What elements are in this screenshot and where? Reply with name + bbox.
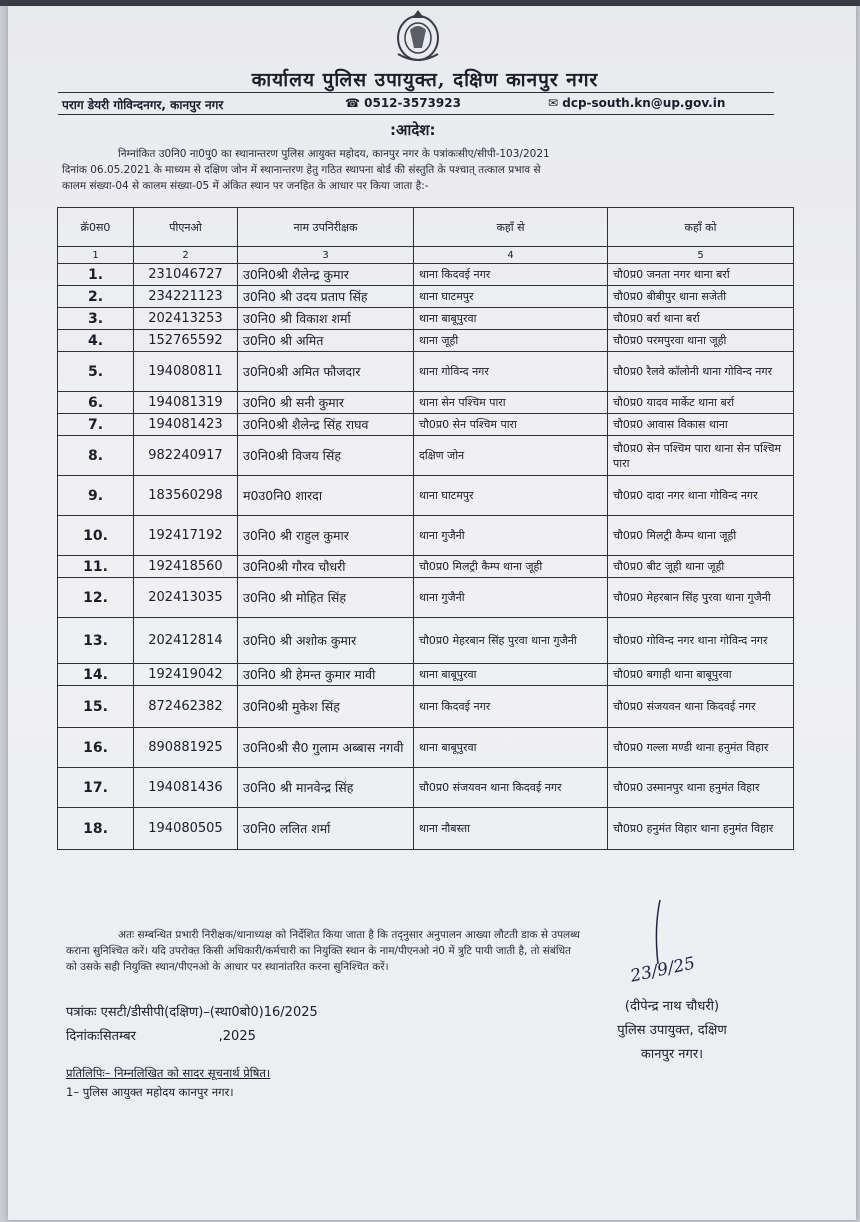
table-header-row: [58, 208, 794, 247]
table-row: [58, 414, 794, 436]
table-row: [58, 330, 794, 352]
name-cell: उ0नि0श्री मुकेश सिंह: [238, 686, 414, 728]
instruction-line: कराना सुनिश्चित करें। यदि उपरोक्त किसी अधिकारी/कर्मचारी का नियुक्ति स्थान के नाम/पीएनओ नं0 में त्रुटि पायी जाती है, तो संबंधित: [66, 945, 572, 957]
col-header-sn: क्रॅ0स0: [58, 208, 134, 247]
col-header-name: नाम उपनिरीक्षक: [238, 208, 414, 247]
to-cell: चौ0प्र0 गोविन्द नगर थाना गोविन्द नगर: [608, 618, 794, 664]
pno-cell: 982240917: [134, 436, 238, 476]
pno-cell: 194080505: [134, 808, 238, 850]
to-cell: चौ0प्र0 बीबीपुर थाना सजेती: [608, 286, 794, 308]
transfer-table: [57, 207, 794, 850]
table-row: [58, 516, 794, 556]
table-row: [58, 728, 794, 768]
from-cell: थाना सेन पश्चिम पारा: [414, 392, 608, 414]
order-date: दिनांकःसितम्बर ,2025: [66, 1029, 256, 1044]
name-cell: उ0नि0 श्री मानवेन्द्र सिंह: [238, 768, 414, 808]
to-cell: चौ0प्र0 बीट जूही थाना जूही: [608, 556, 794, 578]
col-number: 1: [58, 247, 134, 264]
pno-cell: 192418560: [134, 556, 238, 578]
name-cell: उ0नि0 श्री सनी कुमार: [238, 392, 414, 414]
to-cell: चौ0प्र0 गल्ला मण्डी थाना हनुमंत विहार: [608, 728, 794, 768]
intro-line-1: निम्नांकित उ0नि0 ना0पु0 का स्थानान्तरण पुलिस आयुक्त महोदय, कानपुर नगर के पत्रांकःसीए/सीपी-103/2021: [118, 148, 550, 160]
pno-cell: 202413253: [134, 308, 238, 330]
to-cell: चौ0प्र0 आवास विकास थाना: [608, 414, 794, 436]
pno-cell: 202412814: [134, 618, 238, 664]
instruction-line: को उसके सही नियुक्ति स्थान/पीएनओ के आधार पर स्थानांतरित करना सुनिश्चित करें।: [66, 961, 389, 973]
col-header-pno: पीएनओ: [134, 208, 238, 247]
phone-icon: ☎: [345, 96, 365, 110]
from-cell: चौ0प्र0 मिलट्री कैम्प थाना जूही: [414, 556, 608, 578]
name-cell: उ0नि0 श्री अशोक कुमार: [238, 618, 414, 664]
serial-cell: 9.: [58, 476, 134, 516]
col-header-to: कहाँ को: [608, 208, 794, 247]
pno-cell: 194081423: [134, 414, 238, 436]
pno-cell: 234221123: [134, 286, 238, 308]
serial-cell: 16.: [58, 728, 134, 768]
from-cell: थाना किदवई नगर: [414, 686, 608, 728]
table-row: [58, 556, 794, 578]
table-row: [58, 768, 794, 808]
signatory-title: पुलिस उपायुक्त, दक्षिण: [617, 1023, 727, 1038]
to-cell: चौ0प्र0 रैलवे कॉलोनी थाना गोविन्द नगर: [608, 352, 794, 392]
col-header-from: कहाँ से: [414, 208, 608, 247]
pno-cell: 194081319: [134, 392, 238, 414]
name-cell: उ0नि0श्री विजय सिंह: [238, 436, 414, 476]
name-cell: उ0नि0श्री अमित फौजदार: [238, 352, 414, 392]
from-cell: दक्षिण जोन: [414, 436, 608, 476]
serial-cell: 8.: [58, 436, 134, 476]
pno-cell: 192419042: [134, 664, 238, 686]
from-cell: चौ0प्र0 मेहरबान सिंह पुरवा थाना गुजैनी: [414, 618, 608, 664]
to-cell: चौ0प्र0 हनुमंत विहार थाना हनुमंत विहार: [608, 808, 794, 850]
serial-cell: 7.: [58, 414, 134, 436]
table-row: [58, 578, 794, 618]
table-row: [58, 476, 794, 516]
header-rule-top: [58, 92, 774, 93]
phone-number: 0512-3573923: [364, 96, 461, 110]
column-number-row: [58, 247, 794, 264]
to-cell: चौ0प्र0 सेन पश्चिम पारा थाना सेन पश्चिम पारा: [608, 436, 794, 476]
office-title: कार्यालय पुलिस उपायुक्त, दक्षिण कानपुर नगर: [251, 69, 599, 91]
instruction-line: अतः सम्बन्धित प्रभारी निरीक्षक/थानाध्यक्ष को निर्देशित किया जाता है कि तद्नुसार अनुपालन आख्या लौटती डाक से उपलब्ध: [118, 929, 580, 941]
name-cell: उ0नि0श्री सै0 गुलाम अब्बास नगवी: [238, 728, 414, 768]
name-cell: उ0नि0 श्री मोहित सिंह: [238, 578, 414, 618]
table-row: [58, 392, 794, 414]
phone-row: [345, 96, 461, 110]
cc-heading: प्रतिलिपिः– निम्नलिखित को सादर सूचनार्थ प्रेषित।: [66, 1066, 271, 1080]
serial-cell: 12.: [58, 578, 134, 618]
serial-cell: 13.: [58, 618, 134, 664]
from-cell: चौ0प्र0 सेन पश्चिम पारा: [414, 414, 608, 436]
to-cell: चौ0प्र0 जनता नगर थाना बर्रा: [608, 264, 794, 286]
from-cell: थाना जूही: [414, 330, 608, 352]
pno-cell: 202413035: [134, 578, 238, 618]
serial-cell: 11.: [58, 556, 134, 578]
to-cell: चौ0प्र0 यादव मार्केट थाना बर्रा: [608, 392, 794, 414]
col-number: 4: [414, 247, 608, 264]
email-icon: ✉: [548, 96, 563, 110]
pno-cell: 194080811: [134, 352, 238, 392]
name-cell: उ0नि0 श्री हेमन्त कुमार मावी: [238, 664, 414, 686]
office-address: पराग डेयरी गोविन्दनगर, कानपुर नगर: [62, 98, 224, 112]
from-cell: थाना गुजैनी: [414, 516, 608, 556]
name-cell: उ0नि0श्री शैलेन्द्र कुमार: [238, 264, 414, 286]
pno-cell: 183560298: [134, 476, 238, 516]
name-cell: उ0नि0श्री शैलेन्द्र सिंह राघव: [238, 414, 414, 436]
from-cell: थाना किदवई नगर: [414, 264, 608, 286]
serial-cell: 2.: [58, 286, 134, 308]
table-row: [58, 808, 794, 850]
name-cell: उ0नि0श्री गौरव चौधरी: [238, 556, 414, 578]
to-cell: चौ0प्र0 उस्मानपुर थाना हनुमंत विहार: [608, 768, 794, 808]
signatory-place: कानपुर नगर।: [640, 1047, 704, 1062]
email-address: dcp-south.kn@up.gov.in: [562, 96, 726, 110]
serial-cell: 17.: [58, 768, 134, 808]
pno-cell: 194081436: [134, 768, 238, 808]
table-row: [58, 352, 794, 392]
cc-item: 1– पुलिस आयुक्त महोदय कानपुर नगर।: [66, 1085, 234, 1099]
col-number: 5: [608, 247, 794, 264]
col-number: 3: [238, 247, 414, 264]
intro-line-3: कालम संख्या-04 से कालम संख्या-05 में अंकित स्थान पर जनहित के आधार पर किया जाता है:-: [62, 180, 429, 192]
to-cell: चौ0प्र0 बर्रा थाना बर्रा: [608, 308, 794, 330]
table-row: [58, 618, 794, 664]
from-cell: थाना घाटमपुर: [414, 286, 608, 308]
intro-line-2: दिनांक 06.05.2021 के माध्यम से दक्षिण जोन में स्थानान्तरण हेतु गठित स्थापना बोर्ड की संस्तुति के पश्चात् तत्काल प्रभाव से: [62, 164, 541, 176]
serial-cell: 6.: [58, 392, 134, 414]
to-cell: चौ0प्र0 मिलट्री कैम्प थाना जूही: [608, 516, 794, 556]
serial-cell: 10.: [58, 516, 134, 556]
to-cell: चौ0प्र0 बगाही थाना बाबूपुरवा: [608, 664, 794, 686]
table-row: [58, 664, 794, 686]
pno-cell: 152765592: [134, 330, 238, 352]
from-cell: थाना बाबूपुरवा: [414, 728, 608, 768]
email-row: [548, 96, 725, 110]
pno-cell: 890881925: [134, 728, 238, 768]
pno-cell: 192417192: [134, 516, 238, 556]
to-cell: चौ0प्र0 परमपुरवा थाना जूही: [608, 330, 794, 352]
name-cell: उ0नि0 ललित शर्मा: [238, 808, 414, 850]
name-cell: उ0नि0 श्री राहुल कुमार: [238, 516, 414, 556]
from-cell: चौ0प्र0 संजयवन थाना किदवई नगर: [414, 768, 608, 808]
col-number: 2: [134, 247, 238, 264]
from-cell: थाना बाबूपुरवा: [414, 664, 608, 686]
reference-number: पत्रांकः एसटी/डीसीपी(दक्षिण)–(स्था0बो0)16/2025: [66, 1005, 318, 1020]
police-emblem-icon: [392, 8, 444, 64]
serial-cell: 15.: [58, 686, 134, 728]
pno-cell: 872462382: [134, 686, 238, 728]
serial-cell: 18.: [58, 808, 134, 850]
table-row: [58, 436, 794, 476]
from-cell: थाना नौबस्ता: [414, 808, 608, 850]
name-cell: म0उ0नि0 शारदा: [238, 476, 414, 516]
name-cell: उ0नि0 श्री विकाश शर्मा: [238, 308, 414, 330]
table-row: [58, 264, 794, 286]
name-cell: उ0नि0 श्री अमित: [238, 330, 414, 352]
to-cell: चौ0प्र0 दादा नगर थाना गोविन्द नगर: [608, 476, 794, 516]
signatory-name: (दीपेन्द्र नाथ चौधरी): [624, 999, 720, 1014]
table-row: [58, 686, 794, 728]
handwritten-date: 23/9/25: [628, 953, 697, 987]
signature-stroke: [648, 898, 668, 968]
from-cell: थाना गुजैनी: [414, 578, 608, 618]
order-heading: :आदेश:: [390, 121, 436, 139]
to-cell: चौ0प्र0 संजयवन थाना किदवई नगर: [608, 686, 794, 728]
serial-cell: 1.: [58, 264, 134, 286]
serial-cell: 4.: [58, 330, 134, 352]
serial-cell: 3.: [58, 308, 134, 330]
serial-cell: 14.: [58, 664, 134, 686]
from-cell: थाना घाटमपुर: [414, 476, 608, 516]
from-cell: थाना गोविन्द नगर: [414, 352, 608, 392]
serial-cell: 5.: [58, 352, 134, 392]
name-cell: उ0नि0 श्री उदय प्रताप सिंह: [238, 286, 414, 308]
table-row: [58, 286, 794, 308]
table-row: [58, 308, 794, 330]
header-rule-bottom: [58, 114, 774, 115]
to-cell: चौ0प्र0 मेहरबान सिंह पुरवा थाना गुजैनी: [608, 578, 794, 618]
from-cell: थाना बाबूपुरवा: [414, 308, 608, 330]
pno-cell: 231046727: [134, 264, 238, 286]
